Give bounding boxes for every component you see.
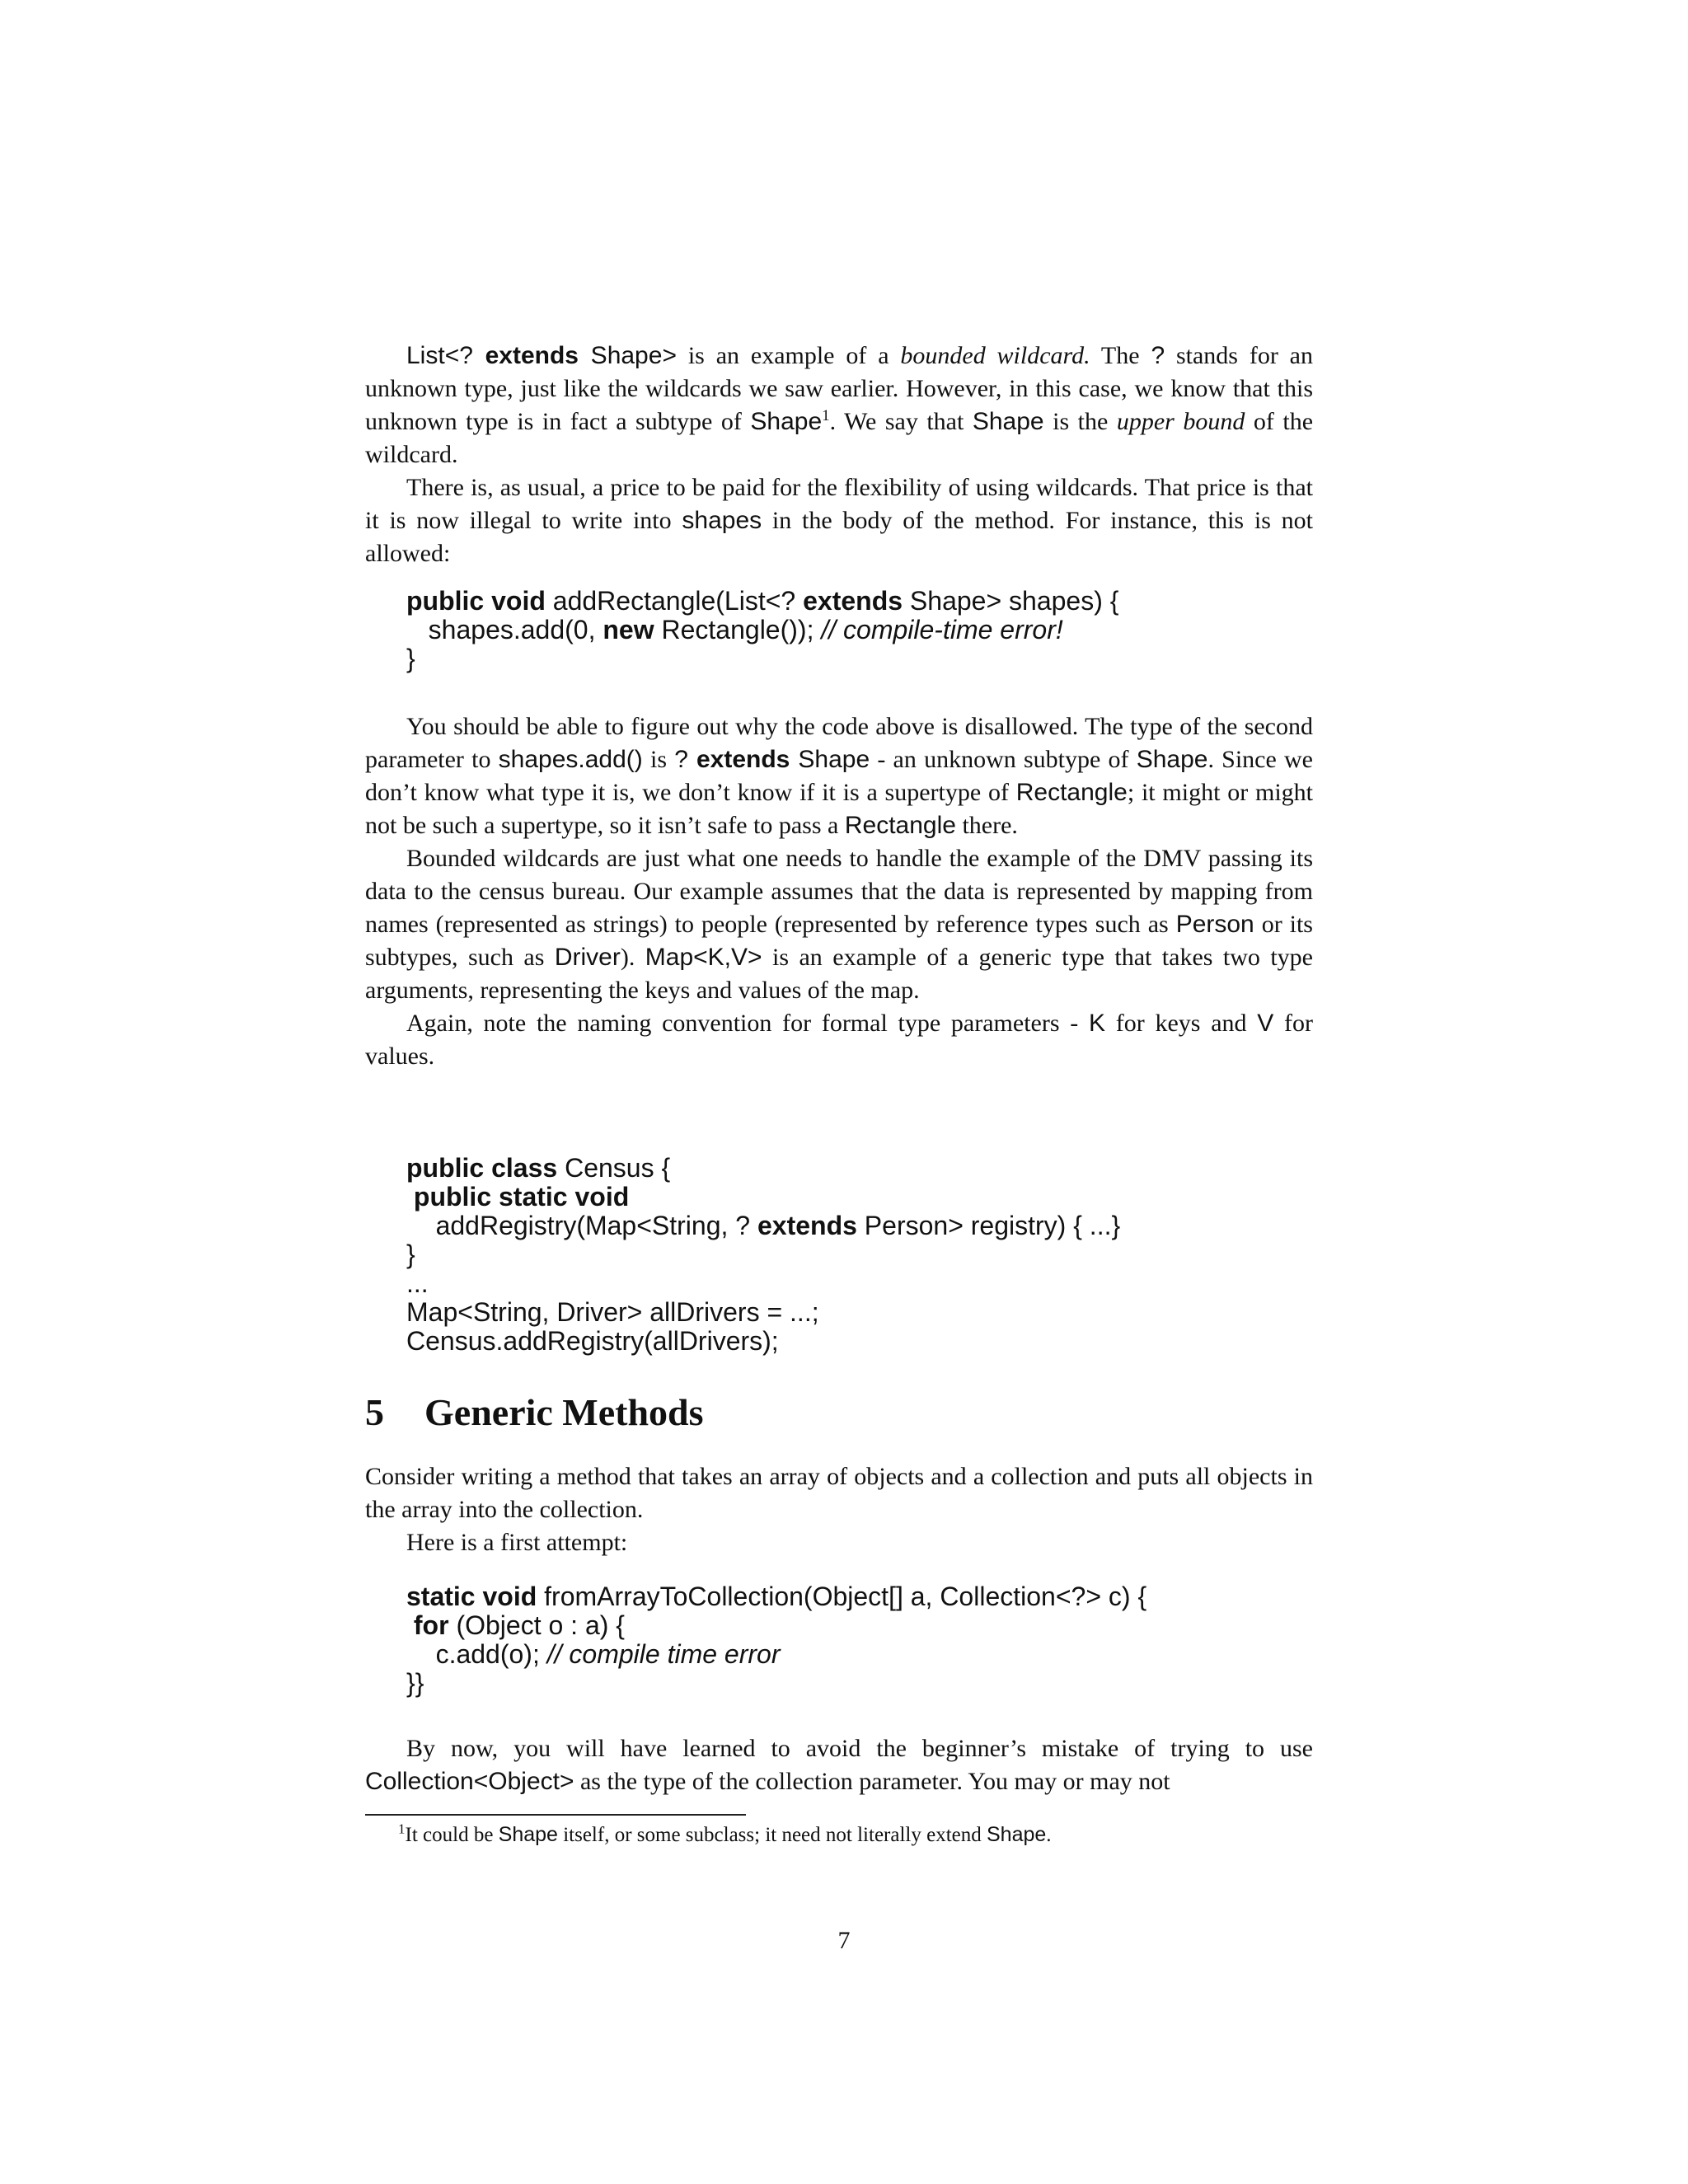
footnote-divider (365, 1814, 746, 1816)
code-block-from-array: static void fromArrayToCollection(Object[] a, Collection<?> c) { for (Object o : a) { c.add(o); // compile time error }} (406, 1582, 1147, 1698)
paragraph-price: There is, as usual, a price to be paid for the flexibility of using wildcards. That price is that it is now illegal to write into shapes in the body of the method. For instance, this is not allowed: (365, 474, 1313, 567)
footnote: $^1$It could be Shape itself, or some subclass; it need not literally extend Shape. (398, 1821, 1052, 1846)
paragraph-dmv: Bounded wildcards are just what one needs to handle the example of the DMV passing its data to the census bureau. Our example assumes that the data is represented by mapping from names (represented as strings) to people (represented by reference types such as Person or its subtypes, such as Driver). Map<K,V> is an example of a generic type that takes two type arguments, representing the keys and values of the map. (365, 845, 1313, 1004)
paragraph-bounded-wildcard: List<? extends Shape> is an example of a bounded wildcard. The ? stands for an unknown type, just like the wildcards we saw earlier. However, in this case, we know that this unknown type is in fact a subtype of Shape$^1$. We say that Shape is the upper bound of the wildcard. There is, as usual, a price to be paid for the flexibility of using wildcards. That price is that it is now illegal to write into shapes in the body of the method. For instance, this is not allowed: (365, 340, 1313, 570)
code-block-census: public class Census { public static void addRegistry(Map<String, ? extends Person> registry) { ...} } ... Map<String, Driver> allDrivers = ...; Census.addRegistry(allDrivers); (406, 1153, 1121, 1356)
term-upper-bound: upper bound (1116, 408, 1245, 435)
section-heading (365, 1390, 1313, 1436)
code-block-add-rectangle: public void addRectangle(List<? extends Shape> shapes) { shapes.add(0, new Rectangle()); // compile-time error! } (406, 586, 1119, 673)
section-title: Generic Methods (424, 1391, 704, 1433)
code-inline: List (406, 342, 445, 369)
footnote-marker[interactable]: 1 (822, 407, 830, 424)
page-number: 7 (837, 1927, 851, 1954)
paragraph-generic-methods: Consider writing a method that takes an array of objects and a collection and puts all objects in the array into the collection. Here is a first attempt: (365, 1460, 1313, 1559)
footnote-number: 1 (398, 1821, 406, 1837)
paragraph-explanation: You should be able to figure out why the code above is disallowed. The type of the second parameter to shapes.add() is ? extends Shape - an unknown subtype of Shape. Since we don’t know what type it is, we don’t know if it is a supertype of Rectangle; it might or might not be such a supertype, so it isn’t safe to pass a Rectangle there. Bounded wildcards are just what one needs to handle the example of the DMV passing its data to the census bureau. Our example assumes that the data is represented by mapping from names (represented as strings) to people (represented by reference types such as Person or its subtypes, such as Driver). Map<K,V> is an example of a generic type that takes two type arguments, representing the keys and values of the map. Again, note the naming convention for formal type parameters - K for keys and V for values. (365, 710, 1313, 1073)
paragraph-naming-convention: Again, note the naming convention for formal type parameters - K for keys and V for values. (365, 1010, 1313, 1070)
keyword-extends: extends (485, 342, 579, 369)
section-number: 5 (365, 1391, 384, 1433)
term-bounded-wildcard: bounded wildcard. (900, 342, 1090, 369)
paragraph-first-attempt: Here is a first attempt: (406, 1529, 628, 1556)
paragraph-beginner-mistake: By now, you will have learned to avoid the beginner’s mistake of trying to use Collection<Object> as the type of the collection parameter. You may or may not (365, 1735, 1313, 1795)
